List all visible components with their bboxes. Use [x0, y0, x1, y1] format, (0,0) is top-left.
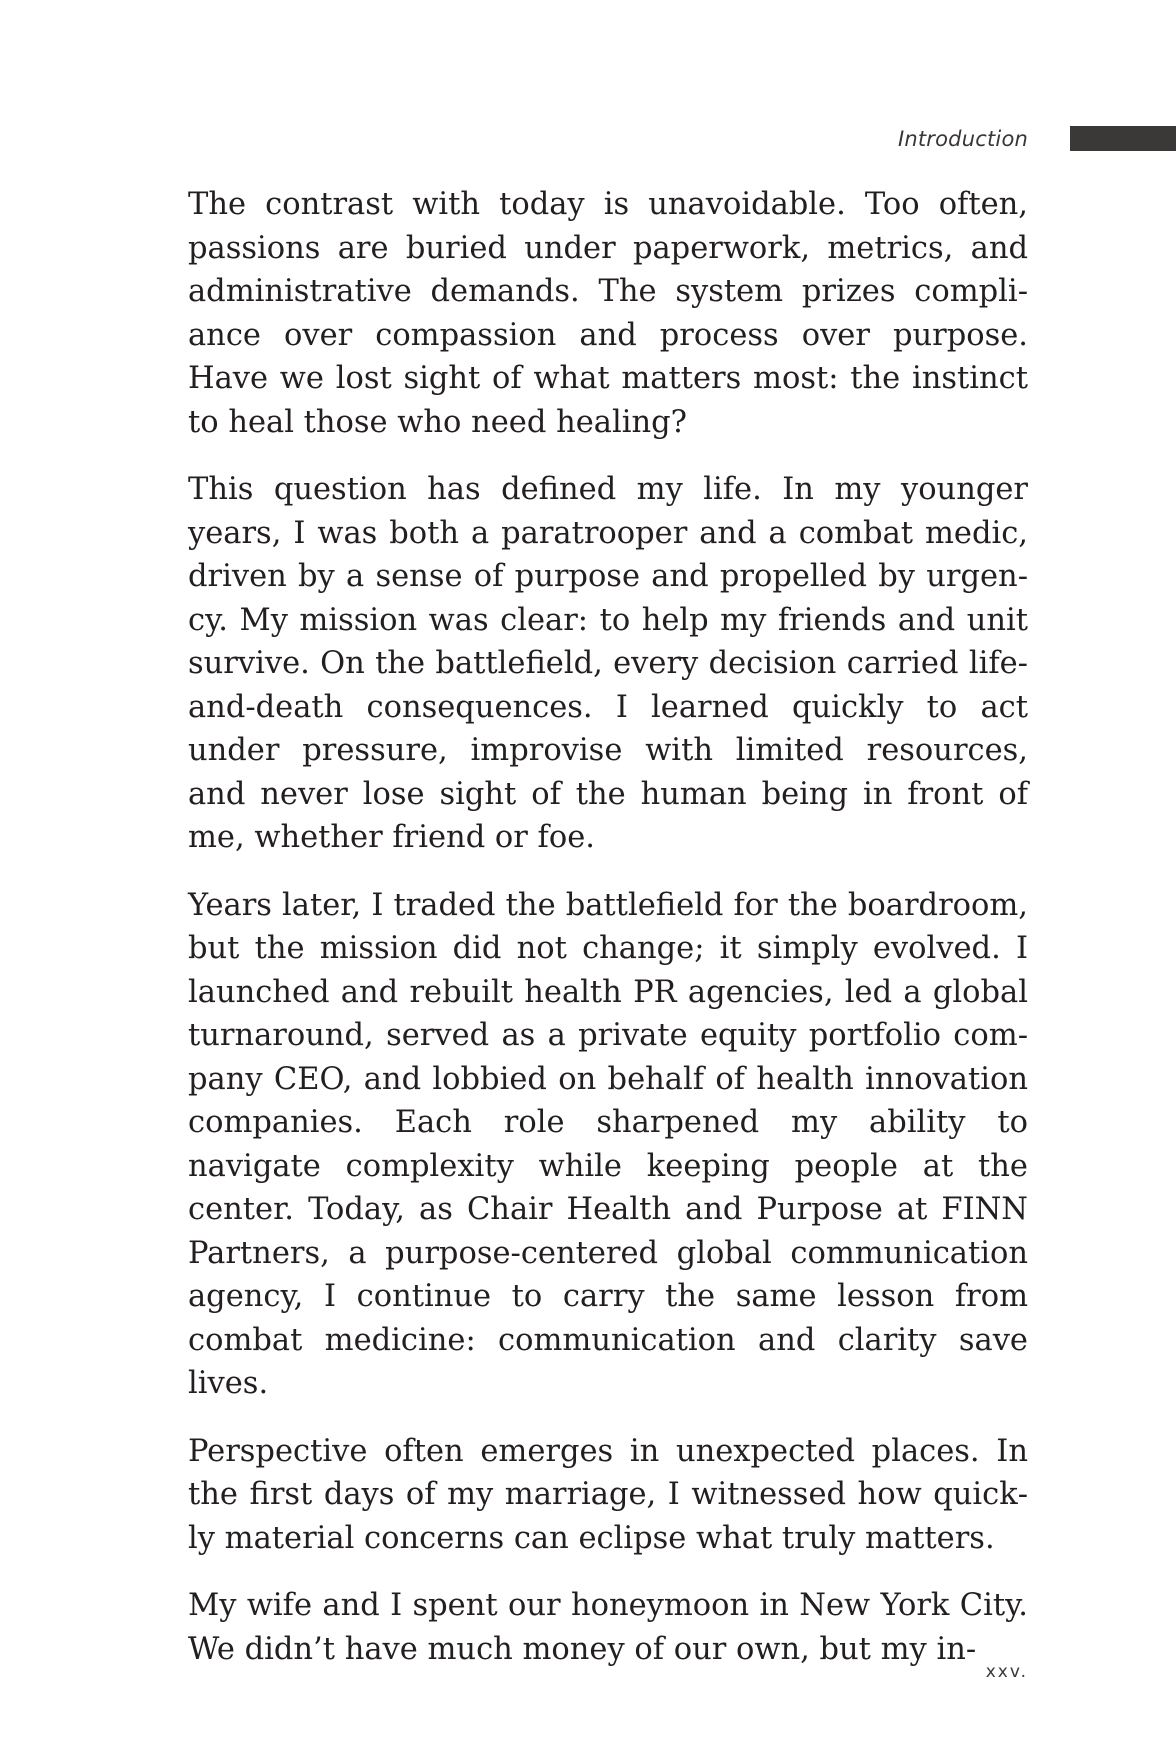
- body-text: [188, 183, 1028, 1695]
- chapter-thumb-tab: [1070, 126, 1176, 151]
- page-number: xxv.: [985, 1662, 1028, 1682]
- paragraph: The contrast with today is unavoidable. Too often, passions are buried under paperwork, metrics, and administrative demands. The system prizes compliance over compassion and process over purpose. Have we lost sight of what matters most: the instinct to heal those who need healing?: [188, 187, 1028, 440]
- paragraph: My wife and I spent our honeymoon in New York City. We didn’t have much money of our own, but my in-: [188, 1588, 1028, 1667]
- paragraph: This question has defined my life. In my younger years, I was both a paratrooper and a combat medic, driven by a sense of purpose and propelled by urgency. My mission was clear: to help my friends and unit survive. On the battlefield, every decision carried life-and-death consequences. I learned quickly to act under pressure, improvise with limited resources, and never lose sight of the human being in front of me, whether friend or foe.: [188, 472, 1028, 855]
- paragraph: Years later, I traded the battlefield for the boardroom, but the mission did not change; it simply evolved. I launched and rebuilt health PR agencies, led a global turnaround, served as a private equity portfolio company CEO, and lobbied on behalf of health innovation companies. Each role sharpened my ability to navigate complexity while keeping people at the center. Today, as Chair Health and Purpose at FINN Partners, a purpose-centered global communication agency, I continue to carry the same lesson from combat medicine: communication and clarity save lives.: [188, 887, 1028, 1401]
- running-head: Introduction: [897, 127, 1028, 151]
- paragraph: Perspective often emerges in unexpected places. In the first days of my marriage, I witnessed how quickly material concerns can eclipse what truly matters.: [188, 1433, 1028, 1556]
